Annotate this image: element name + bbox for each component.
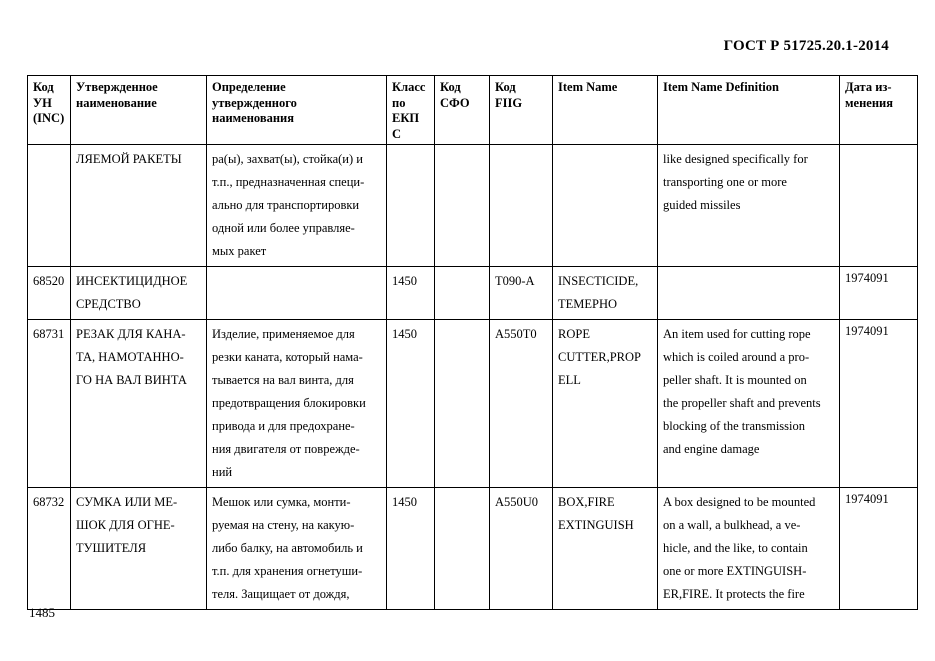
cell-line: A550U0 [495, 495, 539, 509]
header-item-name-definition [658, 76, 840, 145]
cell-line: 1974091 [845, 271, 889, 285]
cell-line: like designed specifically for [663, 152, 808, 166]
fiig-code-cell [490, 320, 553, 488]
cell-line: СРЕДСТВО [76, 297, 141, 311]
header-line: Класс [392, 80, 426, 94]
header-line: Утвержденное [76, 80, 158, 94]
cell-line: An item used for cutting rope [663, 327, 811, 341]
cell-line: A box designed to be mounted [663, 495, 816, 509]
change-date-cell [840, 145, 918, 267]
cell-line: ТУШИТЕЛЯ [76, 541, 147, 555]
definition-cell [207, 267, 387, 320]
cell-line: 68732 [33, 495, 65, 509]
item-name-definition-cell [658, 320, 840, 488]
header-class [387, 76, 435, 145]
cell-line: СУМКА ИЛИ МЕ- [76, 495, 178, 509]
item-name-cell [553, 145, 658, 267]
definition-cell [207, 320, 387, 488]
cell-line: 68731 [33, 327, 65, 341]
cell-line: РЕЗАК ДЛЯ КАНА- [76, 327, 186, 341]
change-date-cell [840, 267, 918, 320]
table-body [28, 145, 918, 610]
inc-cell [28, 320, 71, 488]
sfo-code-cell [435, 488, 490, 610]
cell-line: предотвращения блокировки [212, 396, 366, 410]
header-line: Определение [212, 80, 286, 94]
header-line: утвержденного [212, 95, 297, 110]
cell-line: guided missiles [663, 198, 741, 212]
table-row [28, 267, 918, 320]
header-line: Код [495, 80, 516, 94]
cell-line: ELL [558, 373, 581, 387]
cell-line: on a wall, a bulkhead, a ve- [663, 518, 801, 532]
item-name-cell [553, 320, 658, 488]
item-name-definition-cell [658, 488, 840, 610]
fiig-code-cell [490, 488, 553, 610]
header-approved-name [71, 76, 207, 145]
cell-line: 1450 [392, 327, 417, 341]
cell-line: т.п., предназначенная специ- [212, 175, 365, 189]
classification-table [27, 75, 918, 610]
header-inc [28, 76, 71, 145]
cell-line: TEMEPHO [558, 297, 618, 311]
approved-name-cell [71, 488, 207, 610]
cell-line: the propeller shaft and prevents [663, 396, 821, 410]
item-name-cell [553, 267, 658, 320]
cell-line: peller shaft. It is mounted on [663, 373, 807, 387]
cell-line: hicle, and the like, to contain [663, 541, 808, 555]
header-line: Item Name Definition [663, 80, 779, 94]
header-line: Код [33, 80, 54, 94]
header-line: по [392, 95, 406, 110]
cell-line: ра(ы), захват(ы), стойка(и) и [212, 152, 363, 166]
table-row [28, 488, 918, 610]
sfo-code-cell [435, 267, 490, 320]
cell-line: Мешок или сумка, монти- [212, 495, 351, 509]
cell-line: привода и для предохране- [212, 419, 355, 433]
table-row [28, 145, 918, 267]
header-line: наименования [212, 111, 295, 125]
cell-line: INSECTICIDE, [558, 274, 639, 288]
item-name-definition-cell [658, 267, 840, 320]
header-line: Item Name [558, 80, 618, 94]
cell-line: ально для транспортировки [212, 198, 360, 212]
cell-line: ТА, НАМОТАННО- [76, 350, 184, 364]
cell-line: CUTTER,PROP [558, 350, 642, 364]
header-line: УН [33, 95, 52, 110]
cell-line: ГО НА ВАЛ ВИНТА [76, 373, 187, 387]
cell-line: 1974091 [845, 492, 889, 506]
fiig-code-cell [490, 145, 553, 267]
cell-line: теля. Защищает от дождя, [212, 587, 350, 601]
header-line: наименование [76, 95, 157, 110]
fiig-code-cell [490, 267, 553, 320]
item-name-cell [553, 488, 658, 610]
cell-line: ИНСЕКТИЦИДНОЕ [76, 274, 188, 288]
header-item-name [553, 76, 658, 145]
cell-line: BOX,FIRE [558, 495, 615, 509]
header-line: (INC) [33, 111, 65, 125]
table-row [28, 320, 918, 488]
header-line: Дата из- [845, 80, 892, 94]
class-cell [387, 320, 435, 488]
cell-line: ЛЯЕМОЙ РАКЕТЫ [76, 152, 182, 166]
change-date-cell [840, 320, 918, 488]
cell-line: мых ракет [212, 244, 267, 258]
class-cell [387, 267, 435, 320]
header-line: СФО [440, 95, 470, 110]
cell-line: Изделие, применяемое для [212, 327, 355, 341]
header-fiig-code [490, 76, 553, 145]
approved-name-cell [71, 320, 207, 488]
change-date-cell [840, 488, 918, 610]
cell-line: which is coiled around a pro- [663, 350, 810, 364]
cell-line: transporting one or more [663, 175, 787, 189]
header-sfo-code [435, 76, 490, 145]
header-line: С [392, 126, 402, 141]
definition-cell [207, 145, 387, 267]
table-header-row [28, 76, 918, 145]
cell-line: тывается на вал винта, для [212, 373, 354, 387]
cell-line: ШОК ДЛЯ ОГНЕ- [76, 518, 175, 532]
header-change-date [840, 76, 918, 145]
header-line: FIIG [495, 95, 523, 110]
definition-cell [207, 488, 387, 610]
cell-line: A550T0 [495, 327, 537, 341]
header-line: ЕКП [392, 111, 420, 125]
header-line: Код [440, 80, 461, 94]
cell-line: либо балку, на автомобиль и [212, 541, 363, 555]
cell-line: одной или более управляе- [212, 221, 355, 235]
cell-line: ER,FIRE. It protects the fire [663, 587, 805, 601]
cell-line: ний [212, 465, 233, 479]
cell-line: ния двигателя от поврежде- [212, 442, 360, 456]
sfo-code-cell [435, 320, 490, 488]
cell-line: 68520 [33, 274, 65, 288]
approved-name-cell [71, 267, 207, 320]
cell-line: T090-A [495, 274, 535, 288]
cell-line: EXTINGUISH [558, 518, 634, 532]
class-cell [387, 145, 435, 267]
cell-line: blocking of the transmission [663, 419, 805, 433]
class-cell [387, 488, 435, 610]
cell-line: and engine damage [663, 442, 760, 456]
cell-line: руемая на стену, на какую- [212, 518, 355, 532]
cell-line: т.п. для хранения огнетуши- [212, 564, 363, 578]
inc-cell [28, 267, 71, 320]
item-name-definition-cell [658, 145, 840, 267]
cell-line: one or more EXTINGUISH- [663, 564, 807, 578]
sfo-code-cell [435, 145, 490, 267]
inc-cell [28, 145, 71, 267]
standard-designation: ГОСТ Р 51725.20.1-2014 [723, 38, 889, 54]
header-definition [207, 76, 387, 145]
cell-line: 1450 [392, 495, 417, 509]
page-number: 1485 [29, 605, 55, 620]
cell-line: резки каната, который нама- [212, 350, 363, 364]
cell-line: 1974091 [845, 324, 889, 338]
header-line: менения [845, 95, 893, 110]
cell-line: ROPE [558, 327, 590, 341]
approved-name-cell [71, 145, 207, 267]
inc-cell [28, 488, 71, 610]
cell-line: 1450 [392, 274, 417, 288]
